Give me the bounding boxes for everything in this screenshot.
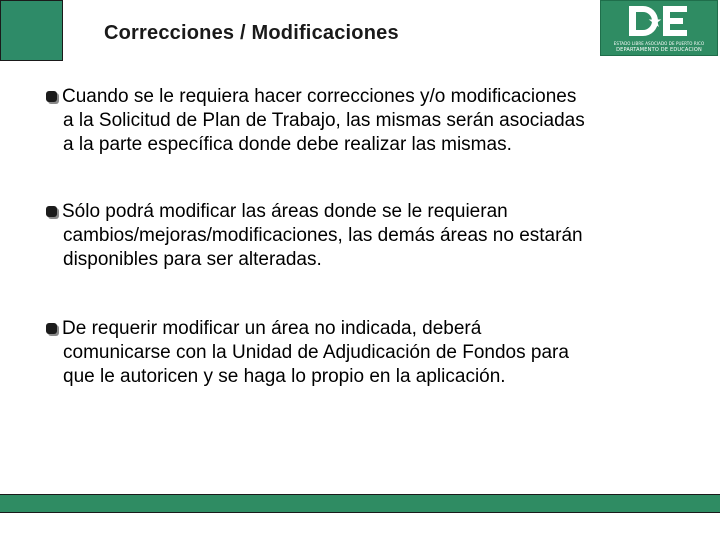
bullet-item bbox=[46, 317, 686, 389]
bullet-text: De requerir modificar un área no indicada, deberá bbox=[62, 318, 482, 339]
bullet-line: comunicarse con la Unidad de Adjudicación de Fondos para bbox=[63, 342, 569, 363]
logo-caption-line-1: ESTADO LIBRE ASOCIADO DE PUERTO RICO bbox=[613, 41, 705, 46]
de-logo-icon bbox=[601, 1, 719, 41]
square-bullet-icon bbox=[46, 206, 57, 217]
bullet-line: a la Solicitud de Plan de Trabajo, las mismas serán asociadas bbox=[63, 110, 585, 131]
bullet-text: Cuando se le requiera hacer correcciones y/o modificaciones bbox=[62, 86, 577, 107]
slide-title: Correcciones / Modificaciones bbox=[104, 22, 399, 44]
bullet-line: disponibles para ser alteradas. bbox=[63, 249, 322, 270]
bullet-line bbox=[46, 85, 686, 109]
bullet-item bbox=[46, 200, 686, 272]
bullet-line bbox=[46, 317, 686, 341]
bullet-line bbox=[46, 200, 686, 224]
square-bullet-icon bbox=[46, 323, 57, 334]
bullet-item bbox=[46, 85, 686, 157]
bullet-line: cambios/mejoras/modificaciones, las demás áreas no estarán bbox=[63, 225, 583, 246]
footer-bar bbox=[0, 494, 720, 513]
bullet-text: Sólo podrá modificar las áreas donde se le requieran bbox=[62, 201, 508, 222]
bullet-line: que le autoricen y se haga lo propio en la aplicación. bbox=[63, 366, 506, 387]
corner-accent-box bbox=[0, 0, 63, 61]
square-bullet-icon bbox=[46, 91, 57, 102]
logo-caption-line-2: DEPARTAMENTO DE EDUCACIÓN bbox=[616, 47, 702, 53]
bullet-line: a la parte específica donde debe realizar las mismas. bbox=[63, 134, 512, 155]
department-logo bbox=[600, 0, 718, 56]
